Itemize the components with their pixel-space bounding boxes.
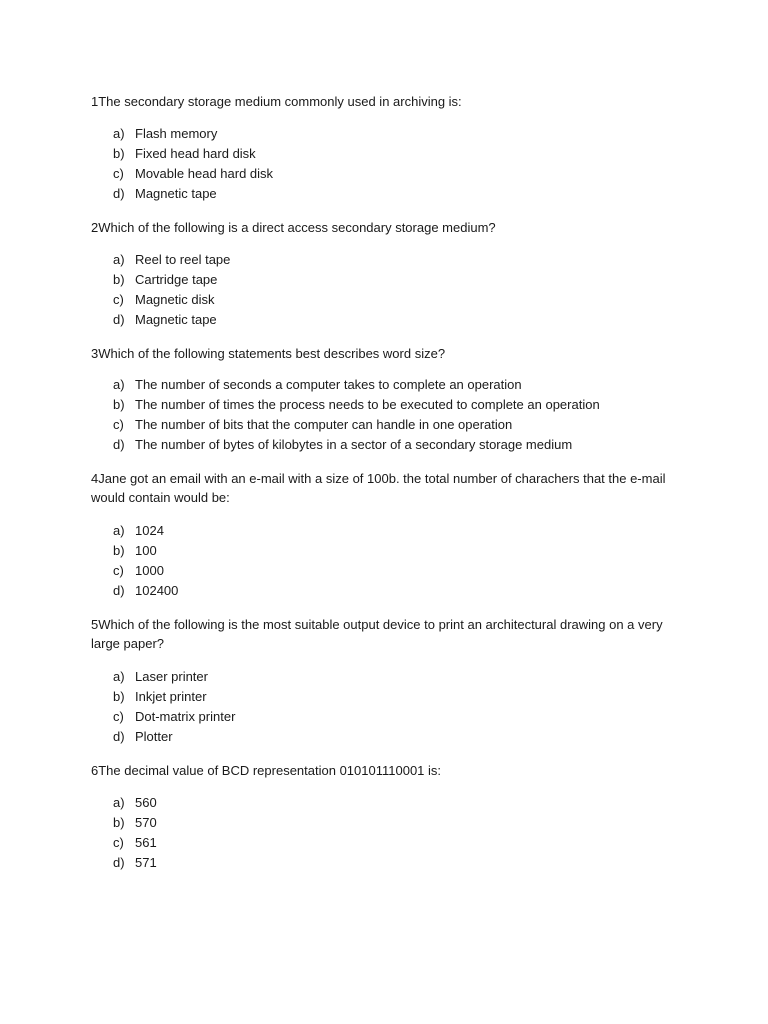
question-6 bbox=[91, 761, 671, 870]
option-letter: c) bbox=[113, 166, 124, 181]
question-5 bbox=[91, 615, 671, 744]
option-letter: a) bbox=[113, 126, 125, 141]
option-letter: a) bbox=[113, 377, 125, 392]
option-b bbox=[113, 687, 235, 707]
question-2-options bbox=[113, 250, 230, 330]
question-5-options bbox=[113, 667, 235, 747]
option-d bbox=[113, 853, 157, 873]
question-2 bbox=[91, 218, 671, 327]
question-2-text: 2Which of the following is a direct access secondary storage medium? bbox=[91, 220, 496, 235]
option-text: 1024 bbox=[135, 523, 164, 538]
option-text: Inkjet printer bbox=[135, 689, 207, 704]
question-4-text: 4Jane got an email with an e-mail with a size of 100b. the total number of charachers that the e-mail would contain would be: bbox=[91, 471, 666, 505]
option-letter: c) bbox=[113, 292, 124, 307]
option-text: 100 bbox=[135, 543, 157, 558]
question-4-options bbox=[113, 521, 178, 601]
option-letter: b) bbox=[113, 146, 125, 161]
option-text: Reel to reel tape bbox=[135, 252, 231, 267]
option-c bbox=[113, 707, 235, 727]
option-text: Magnetic disk bbox=[135, 292, 215, 307]
option-text: Laser printer bbox=[135, 669, 208, 684]
option-letter: a) bbox=[113, 523, 125, 538]
option-letter: b) bbox=[113, 543, 125, 558]
option-letter: d) bbox=[113, 312, 125, 327]
option-c bbox=[113, 164, 273, 184]
question-1-options bbox=[113, 124, 273, 204]
question-3 bbox=[91, 344, 671, 452]
option-a bbox=[113, 124, 273, 144]
option-text: The number of times the process needs to be executed to complete an operation bbox=[135, 397, 600, 412]
option-letter: a) bbox=[113, 669, 125, 684]
option-c bbox=[113, 290, 230, 310]
option-letter: d) bbox=[113, 583, 125, 598]
option-a bbox=[113, 375, 600, 395]
option-text: Movable head hard disk bbox=[135, 166, 274, 181]
option-letter: a) bbox=[113, 795, 125, 810]
option-b bbox=[113, 144, 273, 164]
option-text: 570 bbox=[135, 815, 157, 830]
option-c bbox=[113, 833, 157, 853]
option-text: The number of bits that the computer can handle in one operation bbox=[135, 417, 513, 432]
option-letter: c) bbox=[113, 709, 124, 724]
question-4 bbox=[91, 469, 671, 598]
option-letter: d) bbox=[113, 855, 125, 870]
option-text: The number of bytes of kilobytes in a sector of a secondary storage medium bbox=[135, 437, 573, 452]
option-a bbox=[113, 250, 230, 270]
option-letter: b) bbox=[113, 397, 125, 412]
option-text: 560 bbox=[135, 795, 157, 810]
option-c bbox=[113, 561, 178, 581]
question-1 bbox=[91, 92, 671, 201]
option-letter: c) bbox=[113, 835, 124, 850]
option-letter: b) bbox=[113, 689, 125, 704]
option-letter: d) bbox=[113, 729, 125, 744]
option-d bbox=[113, 435, 600, 455]
option-a bbox=[113, 667, 235, 687]
question-6-text: 6The decimal value of BCD representation 010101110001 is: bbox=[91, 763, 442, 778]
option-text: 102400 bbox=[135, 583, 179, 598]
option-letter: d) bbox=[113, 437, 125, 452]
option-b bbox=[113, 813, 157, 833]
option-letter: b) bbox=[113, 272, 125, 287]
option-d bbox=[113, 310, 230, 330]
question-3-text: 3Which of the following statements best describes word size? bbox=[91, 346, 446, 361]
option-b bbox=[113, 395, 600, 415]
option-text: Dot-matrix printer bbox=[135, 709, 236, 724]
option-text: 561 bbox=[135, 835, 157, 850]
option-letter: a) bbox=[113, 252, 125, 267]
option-text: Plotter bbox=[135, 729, 173, 744]
option-a bbox=[113, 521, 178, 541]
option-d bbox=[113, 581, 178, 601]
option-text: Magnetic tape bbox=[135, 186, 217, 201]
option-b bbox=[113, 541, 178, 561]
question-5-text: 5Which of the following is the most suitable output device to print an architectural drawing on a very large paper? bbox=[91, 617, 663, 651]
option-a bbox=[113, 793, 157, 813]
option-b bbox=[113, 270, 230, 290]
option-letter: c) bbox=[113, 417, 124, 432]
option-letter: b) bbox=[113, 815, 125, 830]
option-letter: d) bbox=[113, 186, 125, 201]
question-6-options bbox=[113, 793, 157, 873]
option-text: Cartridge tape bbox=[135, 272, 218, 287]
option-text: Flash memory bbox=[135, 126, 218, 141]
option-text: Fixed head hard disk bbox=[135, 146, 256, 161]
option-text: 1000 bbox=[135, 563, 164, 578]
option-text: The number of seconds a computer takes to complete an operation bbox=[135, 377, 522, 392]
option-d bbox=[113, 727, 235, 747]
question-1-text: 1The secondary storage medium commonly used in archiving is: bbox=[91, 94, 462, 109]
option-text: Magnetic tape bbox=[135, 312, 217, 327]
option-letter: c) bbox=[113, 563, 124, 578]
option-c bbox=[113, 415, 600, 435]
option-d bbox=[113, 184, 273, 204]
option-text: 571 bbox=[135, 855, 157, 870]
question-3-options bbox=[113, 375, 600, 455]
